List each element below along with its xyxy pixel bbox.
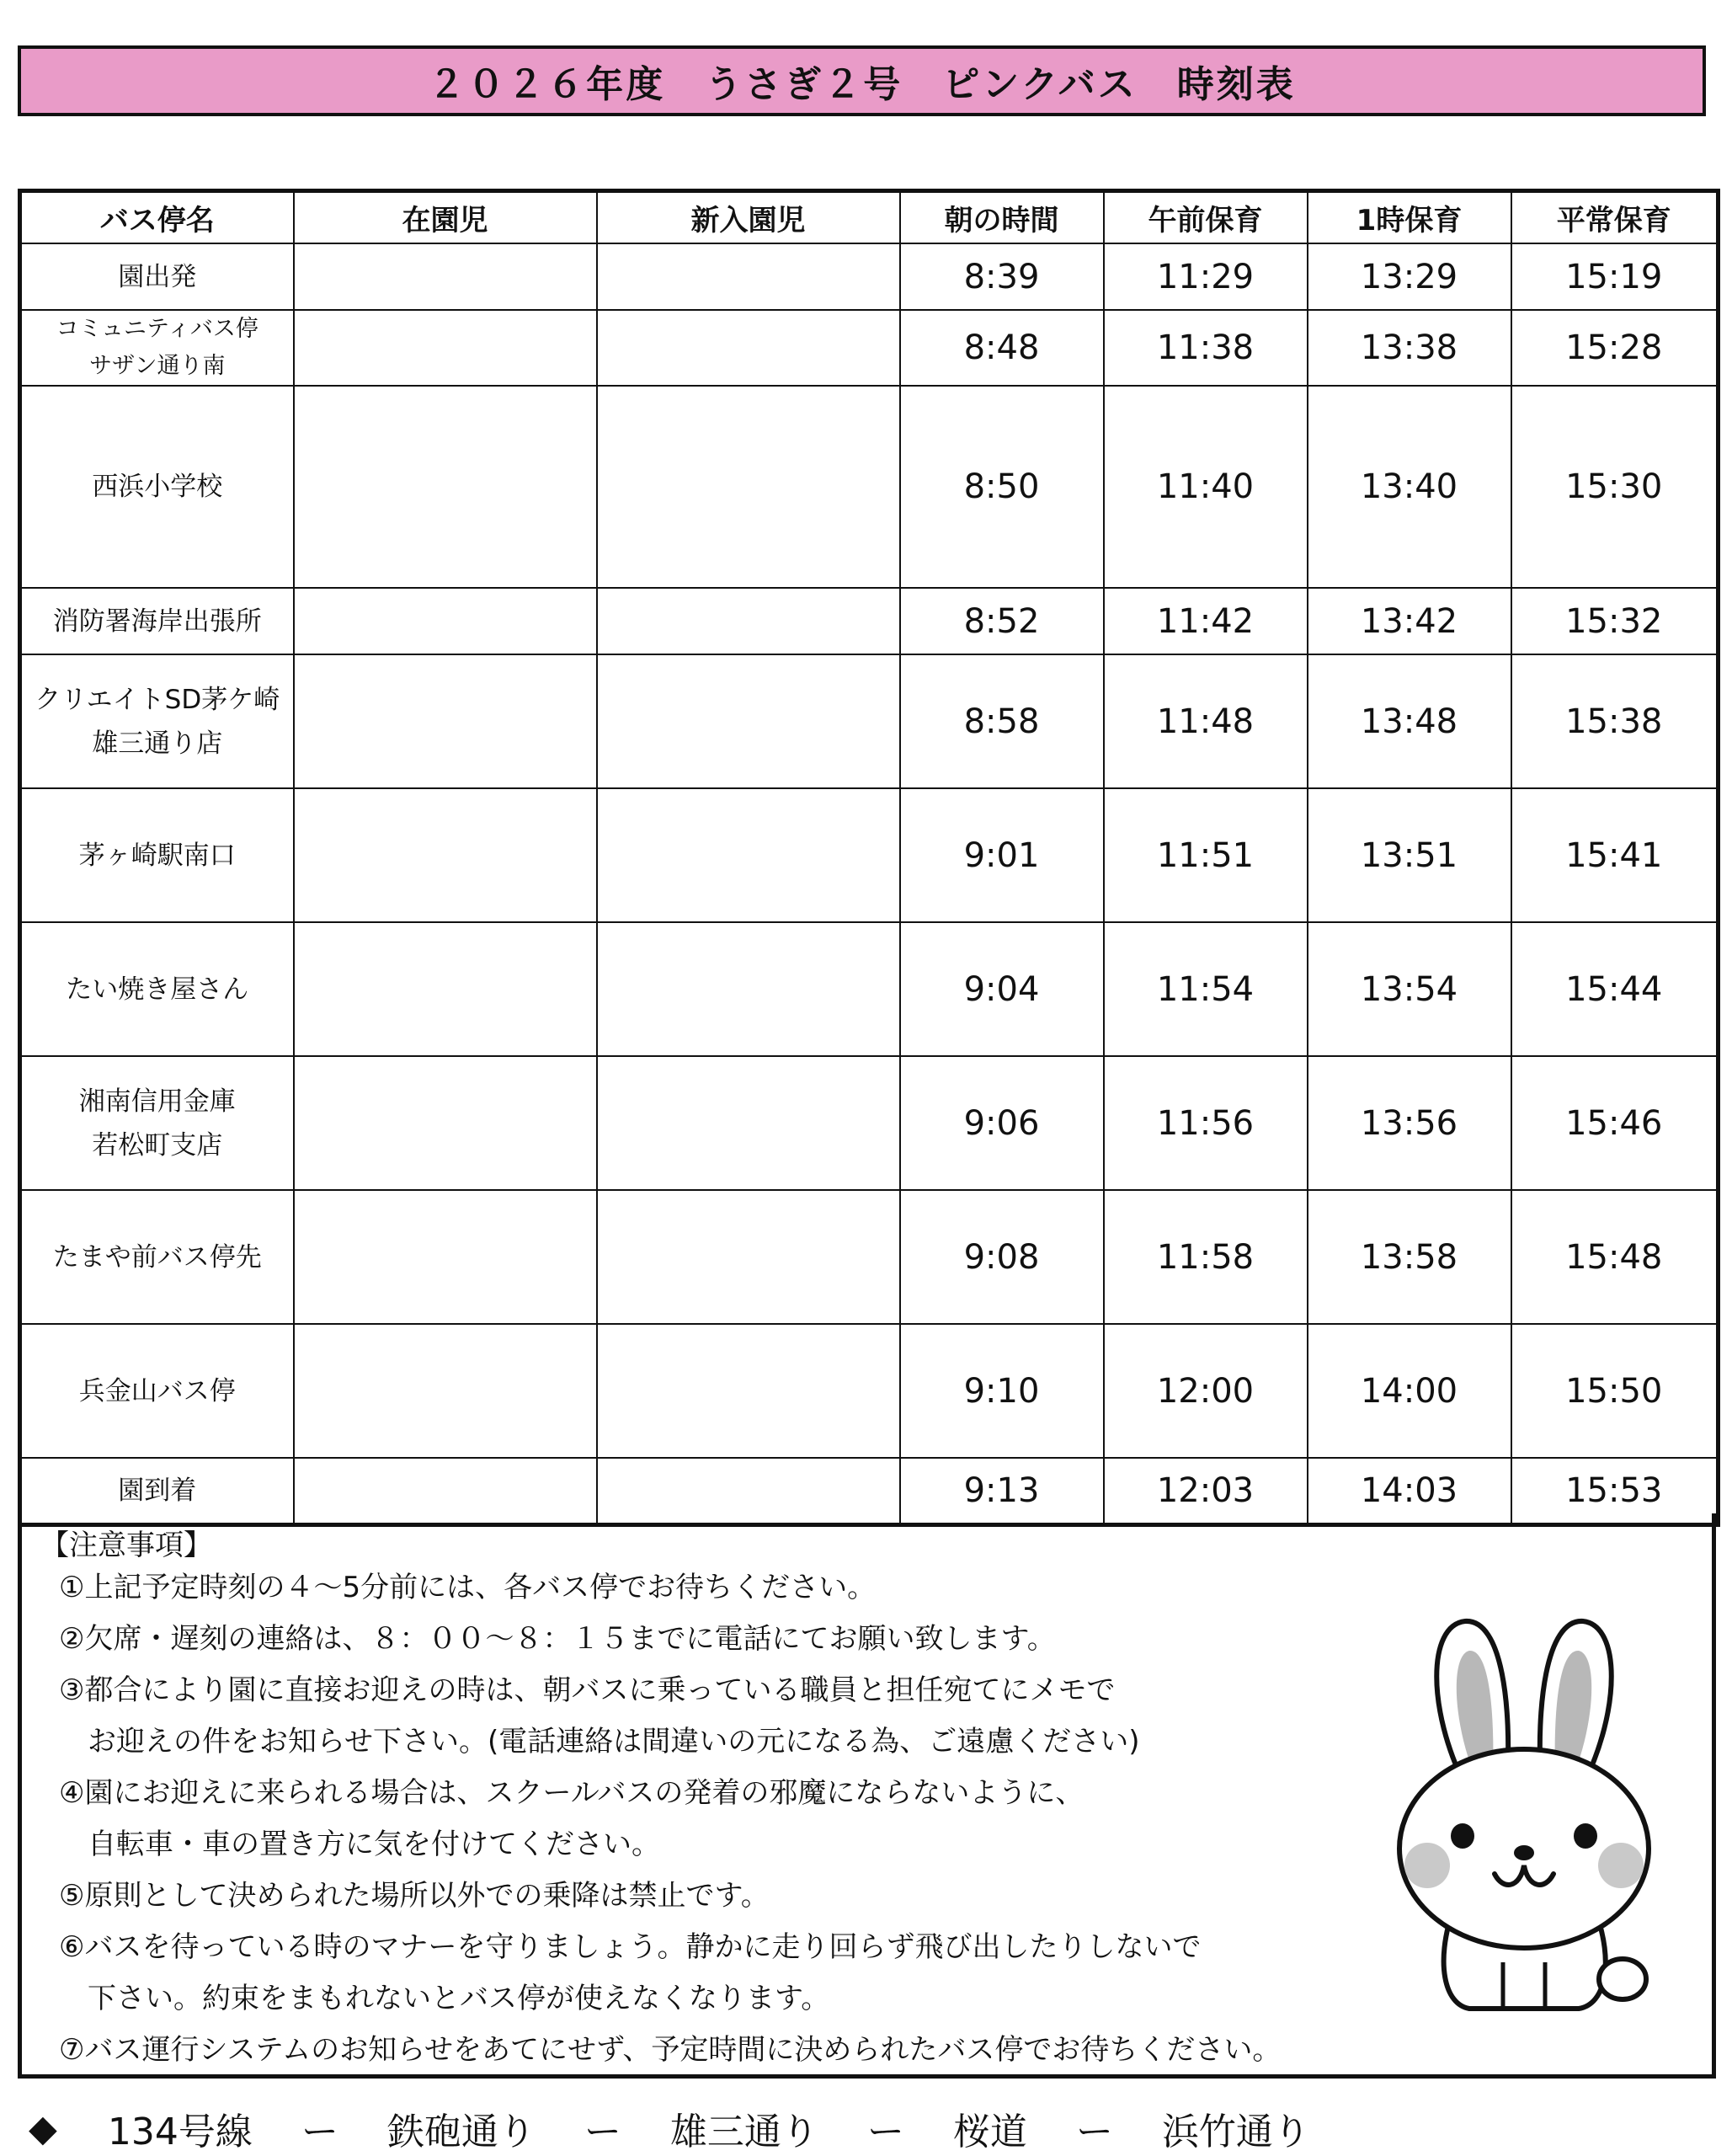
morning-care-time: 11:54 (1104, 922, 1308, 1056)
notes-heading: 【注意事項】 (40, 1529, 212, 1562)
current-students-cell (294, 1324, 597, 1458)
bus-stop-name (20, 386, 294, 588)
note-line: ⑤原則として決められた場所以外での乗降は禁止です。 (59, 1879, 770, 1913)
bus-stop-name (20, 654, 294, 788)
one-oclock-care-time: 13:29 (1308, 243, 1511, 310)
diamond-bullet-icon: ◆ (29, 2106, 57, 2150)
table-row (20, 654, 1719, 788)
one-oclock-care-time: 13:48 (1308, 654, 1511, 788)
current-students-cell (294, 1190, 597, 1324)
header-morning-time: 朝の時間 (900, 191, 1104, 244)
regular-care-time: 15:53 (1511, 1458, 1719, 1524)
new-students-cell (597, 1324, 900, 1458)
regular-care-time: 15:19 (1511, 243, 1719, 310)
route-separator: ー (301, 2111, 338, 2153)
bus-stop-line: 茅ヶ崎駅南口 (78, 840, 236, 871)
current-students-cell (294, 310, 597, 386)
note-line: ⑦バス運行システムのお知らせをあてにせず、予定時間に決められたバス停でお待ちください。 (59, 2033, 1282, 2067)
new-students-cell (597, 654, 900, 788)
new-students-cell (597, 1056, 900, 1190)
bus-stop-line: たまや前バス停先 (52, 1241, 262, 1273)
route-segment: 桜道 (952, 2111, 1027, 2153)
one-oclock-care-time: 13:56 (1308, 1056, 1511, 1190)
bus-stop-line: 西浜小学校 (92, 472, 223, 502)
table-row (20, 788, 1719, 922)
new-students-cell (597, 386, 900, 588)
table-row (20, 1190, 1719, 1324)
morning-time: 8:48 (900, 310, 1104, 386)
table-row (20, 1324, 1719, 1458)
route-segment: 134号線 (107, 2111, 253, 2153)
new-students-cell (597, 588, 900, 654)
bus-stop-name (20, 1190, 294, 1324)
bus-stop-line: 消防署海岸出張所 (52, 606, 262, 637)
regular-care-time: 15:50 (1511, 1324, 1719, 1458)
regular-care-time: 15:32 (1511, 588, 1719, 654)
route-segment: 浜竹通り (1161, 2111, 1310, 2153)
one-oclock-care-time: 13:51 (1308, 788, 1511, 922)
route-separator: ー (866, 2111, 904, 2153)
new-students-cell (597, 922, 900, 1056)
morning-time: 9:08 (900, 1190, 1104, 1324)
one-oclock-care-time: 13:38 (1308, 310, 1511, 386)
route-segment: 雄三通り (669, 2111, 818, 2153)
regular-care-time: 15:41 (1511, 788, 1719, 922)
note-line: ④園にお迎えに来られる場合は、スクールバスの発着の邪魔にならないように、 (59, 1776, 1084, 1810)
one-oclock-care-time: 13:42 (1308, 588, 1511, 654)
bus-stop-line: 雄三通り店 (92, 728, 223, 759)
one-oclock-care-time: 14:00 (1308, 1324, 1511, 1458)
bus-stop-line: コミュニティバス停 (56, 316, 258, 342)
header-current-students: 在園児 (294, 191, 597, 244)
morning-time: 8:50 (900, 386, 1104, 588)
notes-box (18, 1513, 1716, 2079)
note-line: ③都合により園に直接お迎えの時は、朝バスに乗っている職員と担任宛てにメモで (59, 1673, 1116, 1707)
note-line: お迎えの件をお知らせ下さい。(電話連絡は間違いの元になる為、ご遠慮ください) (59, 1725, 1140, 1758)
regular-care-time: 15:46 (1511, 1056, 1719, 1190)
morning-care-time: 11:56 (1104, 1056, 1308, 1190)
timetable (18, 189, 1720, 1527)
one-oclock-care-time: 13:40 (1308, 386, 1511, 588)
rabbit-icon (1385, 1609, 1663, 2021)
morning-time: 9:10 (900, 1324, 1104, 1458)
bus-stop-line: クリエイトSD茅ケ崎 (35, 684, 280, 715)
header-regular-care: 平常保育 (1511, 191, 1719, 244)
current-students-cell (294, 386, 597, 588)
regular-care-time: 15:44 (1511, 922, 1719, 1056)
table-row (20, 310, 1719, 386)
header-one-oclock-care: 1時保育 (1308, 191, 1511, 244)
route-separator: ー (584, 2111, 621, 2153)
morning-care-time: 11:38 (1104, 310, 1308, 386)
morning-care-time: 11:51 (1104, 788, 1308, 922)
route-segment: 鉄砲通り (386, 2111, 536, 2153)
morning-care-time: 11:40 (1104, 386, 1308, 588)
bus-stop-line: 園到着 (118, 1475, 197, 1506)
regular-care-time: 15:28 (1511, 310, 1719, 386)
current-students-cell (294, 922, 597, 1056)
morning-time: 8:52 (900, 588, 1104, 654)
bus-stop-line: 若松町支店 (92, 1129, 223, 1161)
note-line: ①上記予定時刻の４～5分前には、各バス停でお待ちください。 (59, 1571, 877, 1604)
footer-route (29, 2101, 1359, 2155)
morning-care-time: 12:03 (1104, 1458, 1308, 1524)
current-students-cell (294, 1056, 597, 1190)
note-line: 下さい。約束をまもれないとバス停が使えなくなります。 (59, 1982, 830, 2015)
new-students-cell (597, 1190, 900, 1324)
morning-care-time: 11:29 (1104, 243, 1308, 310)
table-row (20, 588, 1719, 654)
morning-time: 9:13 (900, 1458, 1104, 1524)
note-line: ②欠席・遅刻の連絡は、８：００～８：１５までに電話にてお願い致します。 (59, 1622, 1056, 1656)
one-oclock-care-time: 13:54 (1308, 922, 1511, 1056)
bus-stop-name (20, 922, 294, 1056)
morning-care-time: 12:00 (1104, 1324, 1308, 1458)
page-title: ２０２６年度 うさぎ２号 ピンクバス 時刻表 (18, 45, 1706, 116)
morning-time: 8:39 (900, 243, 1104, 310)
bus-stop-line: 園出発 (118, 261, 197, 292)
current-students-cell (294, 788, 597, 922)
bus-stop-name (20, 588, 294, 654)
bus-stop-name (20, 1056, 294, 1190)
bus-stop-line: 湘南信用金庫 (78, 1086, 236, 1117)
one-oclock-care-time: 14:03 (1308, 1458, 1511, 1524)
header-bus-stop: バス停名 (20, 191, 294, 244)
bus-stop-name (20, 788, 294, 922)
note-line: ⑥バスを待っている時のマナーを守りましょう。静かに走り回らず飛び出したりしないで (59, 1930, 1202, 1964)
bus-stop-line: サザン通り南 (89, 353, 226, 379)
table-row (20, 386, 1719, 588)
new-students-cell (597, 310, 900, 386)
header-new-students: 新入園児 (597, 191, 900, 244)
route-separator: ー (1075, 2111, 1113, 2153)
new-students-cell (597, 243, 900, 310)
regular-care-time: 15:38 (1511, 654, 1719, 788)
current-students-cell (294, 243, 597, 310)
morning-time: 9:06 (900, 1056, 1104, 1190)
bus-stop-line: 兵金山バス停 (78, 1375, 236, 1406)
table-row (20, 243, 1719, 310)
morning-time: 9:01 (900, 788, 1104, 922)
note-line: 自転車・車の置き方に気を付けてください。 (59, 1828, 660, 1861)
regular-care-time: 15:30 (1511, 386, 1719, 588)
morning-care-time: 11:48 (1104, 654, 1308, 788)
morning-time: 9:04 (900, 922, 1104, 1056)
one-oclock-care-time: 13:58 (1308, 1190, 1511, 1324)
table-row (20, 1056, 1719, 1190)
current-students-cell (294, 588, 597, 654)
bus-stop-name (20, 310, 294, 386)
table-header-row (20, 191, 1719, 244)
morning-care-time: 11:58 (1104, 1190, 1308, 1324)
bus-stop-name (20, 1324, 294, 1458)
bus-stop-name (20, 243, 294, 310)
bus-stop-line: たい焼き屋さん (66, 974, 249, 1005)
header-morning-care: 午前保育 (1104, 191, 1308, 244)
morning-care-time: 11:42 (1104, 588, 1308, 654)
table-row (20, 922, 1719, 1056)
current-students-cell (294, 654, 597, 788)
regular-care-time: 15:48 (1511, 1190, 1719, 1324)
morning-time: 8:58 (900, 654, 1104, 788)
new-students-cell (597, 788, 900, 922)
